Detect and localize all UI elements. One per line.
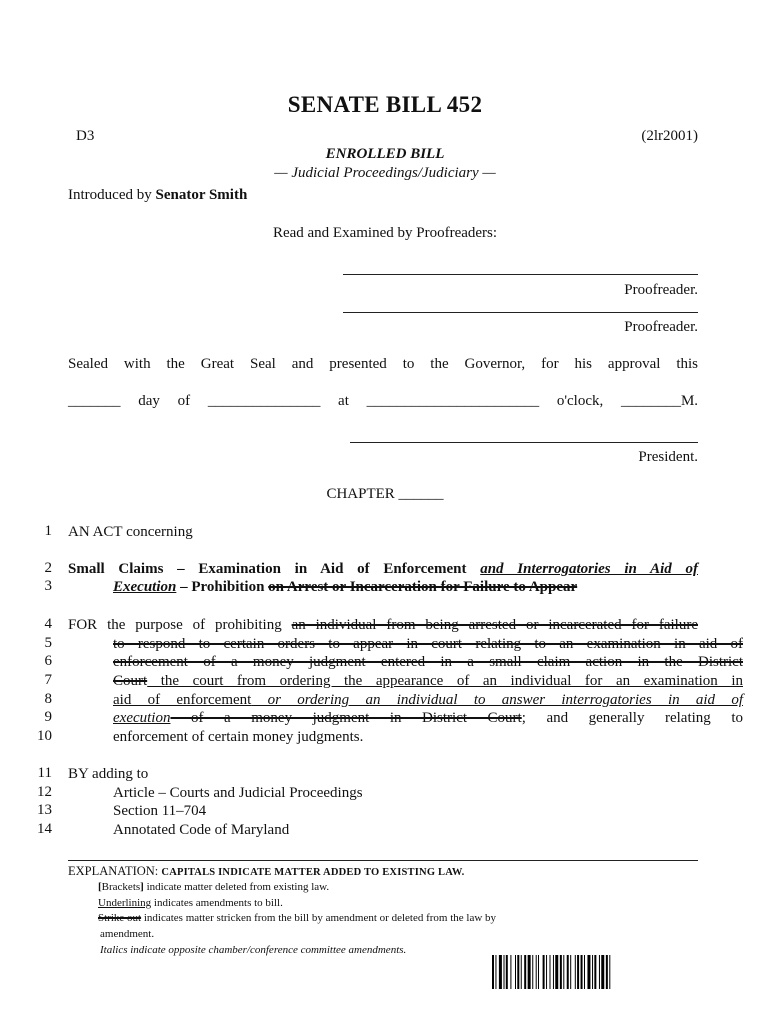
proofreader-label-2: Proofreader. [624,319,698,335]
purpose-text: ; and generally relating to [521,710,744,726]
by-adding-to: BY adding to [68,766,149,782]
bill-title-line-3 [68,578,743,597]
at-word: at [338,393,349,409]
bill-type: ENROLLED BILL [325,146,445,162]
annotated-code-line: Annotated Code of Maryland [113,822,290,838]
underlining-word: Underlining [98,897,152,909]
purpose-line-6 [68,653,743,672]
brackets-word: Brackets [101,881,141,893]
sealed-sentence: Sealed with the Great Seal and presented to the Governor, for his approval this [68,356,698,372]
oclock-word: o'clock, [556,393,604,409]
line-number: 7 [44,672,52,688]
line-number: 2 [44,560,52,576]
president-label: President. [638,449,698,465]
purpose-line-7 [68,672,743,691]
of-word: of [177,393,191,409]
strike-word: Strike out [98,912,142,924]
explanation-caps: CAPITALS INDICATE MATTER ADDED TO EXISTING LAW. [161,867,465,878]
purpose-stricken: of a money judgment in District Court [170,710,522,726]
m-suffix [621,393,698,409]
bill-title-line-2 [68,560,698,579]
line-number: 6 [44,653,52,669]
article-line: Article – Courts and Judicial Proceedings [113,785,363,801]
explanation-heading [68,864,464,879]
section-line: Section 11–704 [113,803,207,819]
purpose-italic-amendment: or ordering an individual to answer interrogatories in aid of [251,692,743,708]
purpose-stricken: enforcement of a money judgment entered in a small claim action in the District [113,654,743,670]
title-amendment: and Interrogatories in Aid of [480,561,698,577]
explanation-label: EXPLANATION: [68,864,159,878]
read-examined: Read and Examined by Proofreaders: [272,225,498,241]
line-number: 4 [44,616,52,632]
line-number: 3 [44,578,52,594]
barcode-image [492,955,678,989]
blank-at: _______________________ [366,393,540,409]
line-number: 9 [44,709,52,725]
purpose-italic-amendment: execution [113,710,171,726]
introduced-prefix: Introduced by [68,187,152,203]
line-number: 11 [37,765,52,781]
line-number: 8 [44,691,52,707]
underlining-rest: indicates amendments to bill. [151,897,283,909]
purpose-amendment: aid of enforcement [113,692,252,708]
title-stricken: on Arrest or Incarceration for Failure to Appear [268,579,578,595]
explanation-brackets [98,880,329,896]
purpose-amendment: the court from ordering the appearance of an individual for an examination in [147,673,743,689]
explanation-strike-cont: amendment. [100,928,155,940]
title-amendment-execution: Execution [113,579,177,595]
purpose-line-10: enforcement of certain money judgments. [113,729,364,745]
purpose-stricken: Court [113,673,148,689]
blank-day: _______ [68,393,121,409]
explanation-italics: Italics indicate opposite chamber/conference committee amendments. [100,944,407,956]
purpose-line-5 [68,635,743,654]
blank-of: _______________ [207,393,321,409]
bill-code-right: (2lr2001) [641,128,698,144]
purpose-line-9 [68,709,743,728]
line-number: 1 [44,523,52,539]
m-word: M. [680,393,699,409]
proofreader-signature-line-1 [343,274,698,275]
bill-code-left: D3 [76,128,95,144]
seal-date-line [68,392,698,411]
president-signature-line [350,442,698,443]
purpose-for: FOR the purpose of prohibiting [68,617,292,633]
explanation-underlining [98,896,283,912]
line-number: 14 [37,821,52,837]
explanation-strike [98,911,496,927]
line-number: 5 [44,635,52,651]
committee-line: — Judicial Proceedings/Judiciary — [274,165,496,181]
line-number: 13 [37,802,52,818]
proofreader-signature-line-2 [343,312,698,313]
bracket-right: ] [140,881,144,893]
act-concerning: AN ACT concerning [68,524,193,540]
sponsor: Senator Smith [155,187,248,203]
brackets-rest: indicate matter deleted from existing law. [143,881,330,893]
title-prohibition: – Prohibition [176,579,269,595]
introduced-by [68,186,247,204]
day-word: day [138,393,160,409]
proofreader-label-1: Proofreader. [624,282,698,298]
explanation-divider [68,860,698,861]
blank-m: ________ [620,393,681,409]
purpose-stricken: an individual from being arrested or incarcerated for failure [291,617,699,633]
title-part: Small Claims – Examination in Aid of Enforcement [68,561,481,577]
bill-title: SENATE BILL 452 [287,92,483,117]
strike-rest: indicates matter stricken from the bill by amendment or deleted from the law by [141,912,497,924]
line-number: 12 [37,784,52,800]
purpose-line-8 [68,691,743,710]
purpose-stricken: to respond to certain orders to appear in court relating to an examination in aid of [113,636,743,652]
chapter-line: CHAPTER ______ [326,486,444,502]
line-number: 10 [37,728,52,744]
bracket-left: [ [98,881,102,893]
purpose-line-4 [68,616,698,635]
